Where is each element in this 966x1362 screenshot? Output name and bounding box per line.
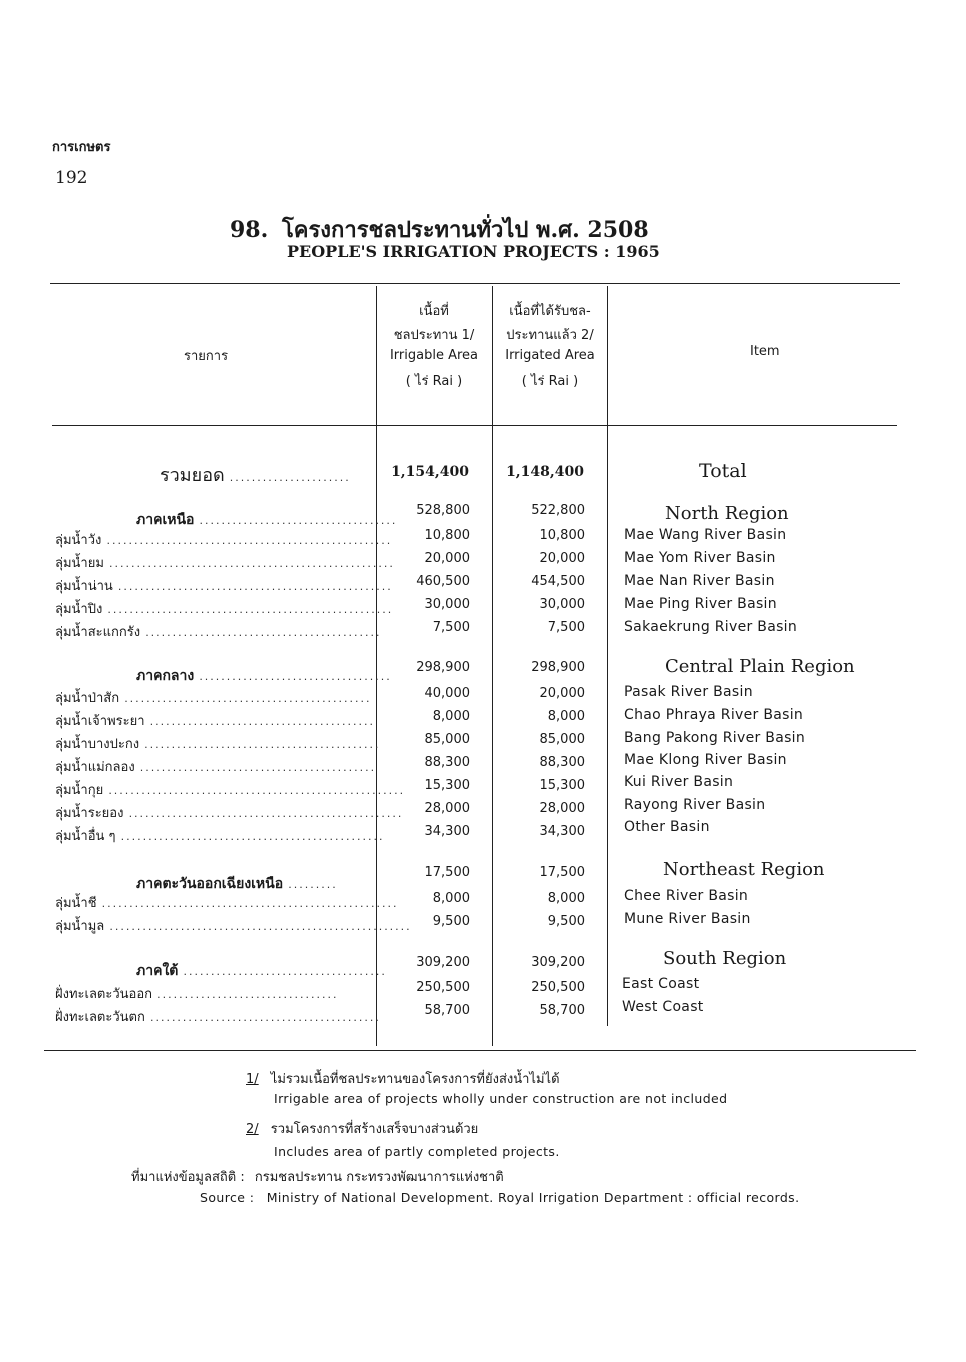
row-thai-label: ลุ่มน้ำชี bbox=[55, 896, 97, 911]
source-english-text: Ministry of National Development. Royal Irrigation Department : official records. bbox=[266, 1190, 800, 1205]
region-south-english: South Region bbox=[663, 948, 787, 969]
table-row: ลุ่มน้ำป่าสัก ............................................. bbox=[55, 691, 372, 706]
row-thai-label: ลุ่มน้ำน่าน bbox=[55, 579, 113, 594]
source-english-label: Source : bbox=[200, 1190, 255, 1205]
table-row: ลุ่มน้ำกุย ...................................................... bbox=[55, 783, 406, 798]
row-irrigable: 15,300 bbox=[424, 778, 470, 793]
table-row: ลุ่มน้ำระยอง .................................................. bbox=[55, 806, 404, 821]
row-irrigated: 20,000 bbox=[539, 551, 585, 566]
row-irrigated: 9,500 bbox=[547, 914, 585, 929]
total-label-thai: รวมยอด ...................... bbox=[160, 465, 351, 486]
total-label-english: Total bbox=[699, 460, 747, 482]
footnote-2-thai bbox=[246, 1118, 478, 1139]
row-english-label: Pasak River Basin bbox=[624, 684, 753, 700]
region-south-thai-text: ภาคใต้ bbox=[136, 963, 179, 979]
column-divider-3 bbox=[607, 286, 608, 1026]
row-irrigable: 28,000 bbox=[424, 801, 470, 816]
region-northeast-english: Northeast Region bbox=[663, 859, 825, 880]
region-central-english: Central Plain Region bbox=[665, 656, 855, 677]
header-bottom-rule bbox=[52, 425, 897, 426]
region-central-irrigated: 298,900 bbox=[531, 660, 585, 675]
footnote-1-thai bbox=[246, 1068, 560, 1089]
row-english-label: Rayong River Basin bbox=[624, 797, 766, 813]
row-irrigable: 8,000 bbox=[432, 891, 470, 906]
row-english-label: East Coast bbox=[622, 976, 700, 992]
row-english-label: Mune River Basin bbox=[624, 911, 751, 927]
table-row: ลุ่มน้ำยม .................................................... bbox=[55, 556, 395, 571]
region-north-english: North Region bbox=[665, 503, 789, 524]
row-irrigated: 30,000 bbox=[539, 597, 585, 612]
row-english-label: Kui River Basin bbox=[624, 774, 734, 790]
header-irrigable-line2: ชลประทาน 1/ bbox=[393, 328, 475, 343]
row-irrigable: 460,500 bbox=[416, 574, 470, 589]
row-english-label: Bang Pakong River Basin bbox=[624, 730, 806, 746]
row-thai-label: ลุ่มน้ำอื่น ๆ bbox=[55, 829, 116, 844]
row-irrigable: 10,800 bbox=[424, 528, 470, 543]
header-item-thai: รายการ bbox=[184, 349, 229, 364]
row-irrigable: 88,300 bbox=[424, 755, 470, 770]
region-central-irrigable: 298,900 bbox=[416, 660, 470, 675]
table-row: ลุ่มน้ำแม่กลอง ........................................... bbox=[55, 760, 377, 775]
region-northeast-thai: ภาคตะวันออกเฉียงเหนือ ......... bbox=[136, 876, 338, 892]
table-row: ลุ่มน้ำเจ้าพระยา ......................................... bbox=[55, 714, 376, 729]
header-irrigable-line4: ( ไร่ Rai ) bbox=[405, 374, 463, 389]
row-thai-label: ลุ่มน้ำแม่กลอง bbox=[55, 760, 135, 775]
row-english-label: Mae Ping River Basin bbox=[624, 596, 777, 612]
region-northeast-irrigable: 17,500 bbox=[424, 865, 470, 880]
footnote-2-thai-text: รวมโครงการที่สร้างเสร็จบางส่วนด้วย bbox=[270, 1122, 479, 1137]
row-thai-label: ลุ่มน้ำมูล bbox=[55, 919, 105, 934]
table-number: 98. bbox=[230, 217, 269, 243]
row-irrigable: 250,500 bbox=[416, 980, 470, 995]
row-irrigated: 88,300 bbox=[539, 755, 585, 770]
region-south-irrigated: 309,200 bbox=[531, 955, 585, 970]
row-irrigated: 20,000 bbox=[539, 686, 585, 701]
row-english-label: Mae Klong River Basin bbox=[624, 752, 787, 768]
table-bottom-rule bbox=[44, 1050, 916, 1051]
row-irrigated: 7,500 bbox=[547, 620, 585, 635]
row-irrigated: 58,700 bbox=[539, 1003, 585, 1018]
row-irrigated: 34,300 bbox=[539, 824, 585, 839]
header-irrigated-line2: ประทานแล้ว 2/ bbox=[506, 328, 594, 343]
footnote-1-mark: 1/ bbox=[246, 1072, 259, 1087]
row-thai-label: ลุ่มน้ำกุย bbox=[55, 783, 104, 798]
header-irrigated-line3: Irrigated Area bbox=[505, 348, 595, 363]
row-irrigated: 10,800 bbox=[539, 528, 585, 543]
row-thai-label: ลุ่มน้ำระยอง bbox=[55, 806, 124, 821]
table-top-rule bbox=[50, 283, 900, 284]
row-irrigable: 8,000 bbox=[432, 709, 470, 724]
footnote-1-english: Irrigable area of projects wholly under construction are not included bbox=[274, 1091, 728, 1106]
total-thai-text: รวมยอด bbox=[160, 465, 225, 486]
row-irrigated: 8,000 bbox=[547, 709, 585, 724]
row-irrigated: 85,000 bbox=[539, 732, 585, 747]
row-english-label: Other Basin bbox=[624, 819, 710, 835]
row-irrigated: 15,300 bbox=[539, 778, 585, 793]
region-northeast-irrigated: 17,500 bbox=[539, 865, 585, 880]
region-north-irrigated: 522,800 bbox=[531, 503, 585, 518]
row-english-label: Chee River Basin bbox=[624, 888, 749, 904]
row-english-label: Mae Yom River Basin bbox=[624, 550, 776, 566]
footnote-2-english: Includes area of partly completed projects. bbox=[274, 1144, 560, 1159]
table-row: ลุ่มน้ำบางปะกง ........................................... bbox=[55, 737, 381, 752]
row-irrigated: 250,500 bbox=[531, 980, 585, 995]
footnote-2-mark: 2/ bbox=[246, 1122, 259, 1137]
header-irrigated-line1: เนื้อที่ได้รับชล- bbox=[509, 304, 591, 319]
row-thai-label: ลุ่มน้ำยม bbox=[55, 556, 104, 571]
table-row: ฝั่งทะเลตะวันออก ................................. bbox=[55, 987, 339, 1002]
header-item-english: Item bbox=[750, 344, 780, 359]
region-north-irrigable: 528,800 bbox=[416, 503, 470, 518]
total-irrigable: 1,154,400 bbox=[391, 464, 469, 480]
table-row: ลุ่มน้ำชี ...................................................... bbox=[55, 896, 399, 911]
region-northeast-thai-text: ภาคตะวันออกเฉียงเหนือ bbox=[136, 876, 284, 892]
region-north-thai-text: ภาคเหนือ bbox=[136, 512, 195, 528]
row-english-label: Mae Wang River Basin bbox=[624, 527, 787, 543]
table-row: ฝั่งทะเลตะวันตก .......................................... bbox=[55, 1010, 381, 1025]
footnote-1-thai-text: ไม่รวมเนื้อที่ชลประทานของโครงการที่ยังส่งน้ำไม่ได้ bbox=[270, 1072, 560, 1087]
row-irrigated: 454,500 bbox=[531, 574, 585, 589]
region-south-thai: ภาคใต้ ..................................... bbox=[136, 963, 387, 979]
row-irrigable: 7,500 bbox=[432, 620, 470, 635]
row-thai-label: ลุ่มน้ำปิง bbox=[55, 602, 103, 617]
header-irrigable-line1: เนื้อที่ bbox=[419, 304, 449, 319]
table-row: ลุ่มน้ำวัง .................................................... bbox=[55, 533, 393, 548]
row-irrigated: 28,000 bbox=[539, 801, 585, 816]
table-title-english: PEOPLE'S IRRIGATION PROJECTS : 1965 bbox=[287, 242, 660, 261]
source-thai-label: ที่มาแห่งข้อมูลสถิติ : bbox=[131, 1170, 245, 1185]
page-number: 192 bbox=[55, 168, 88, 188]
region-central-thai: ภาคกลาง ................................... bbox=[136, 668, 392, 684]
table-row: ลุ่มน้ำปิง .................................................... bbox=[55, 602, 394, 617]
row-thai-label: ลุ่มน้ำสะแกกรัง bbox=[55, 625, 141, 640]
row-thai-label: ลุ่มน้ำเจ้าพระยา bbox=[55, 714, 145, 729]
row-english-label: Chao Phraya River Basin bbox=[624, 707, 804, 723]
row-thai-label: ฝั่งทะเลตะวันตก bbox=[55, 1010, 145, 1025]
table-row: ลุ่มน้ำน่าน .................................................. bbox=[55, 579, 393, 594]
row-irrigable: 34,300 bbox=[424, 824, 470, 839]
section-label: การเกษตร bbox=[52, 140, 111, 155]
row-english-label: Sakaekrung River Basin bbox=[624, 619, 798, 635]
row-irrigable: 30,000 bbox=[424, 597, 470, 612]
row-thai-label: ลุ่มน้ำป่าสัก bbox=[55, 691, 120, 706]
row-thai-label: ฝั่งทะเลตะวันออก bbox=[55, 987, 153, 1002]
source-thai bbox=[131, 1166, 504, 1187]
row-thai-label: ลุ่มน้ำบางปะกง bbox=[55, 737, 140, 752]
table-row: ลุ่มน้ำมูล ....................................................... bbox=[55, 919, 412, 934]
row-english-label: Mae Nan River Basin bbox=[624, 573, 775, 589]
source-english bbox=[200, 1190, 799, 1205]
title-thai-text: โครงการชลประทานทั่วไป พ.ศ. 2508 bbox=[281, 217, 649, 243]
total-irrigated: 1,148,400 bbox=[506, 464, 584, 480]
row-irrigable: 40,000 bbox=[424, 686, 470, 701]
source-thai-text: กรมชลประทาน กระทรวงพัฒนาการแห่งชาติ bbox=[254, 1170, 504, 1185]
row-irrigable: 20,000 bbox=[424, 551, 470, 566]
row-irrigated: 8,000 bbox=[547, 891, 585, 906]
region-south-irrigable: 309,200 bbox=[416, 955, 470, 970]
table-row: ลุ่มน้ำอื่น ๆ ................................................ bbox=[55, 829, 385, 844]
region-central-thai-text: ภาคกลาง bbox=[136, 668, 195, 684]
row-thai-label: ลุ่มน้ำวัง bbox=[55, 533, 102, 548]
row-irrigable: 85,000 bbox=[424, 732, 470, 747]
row-irrigable: 58,700 bbox=[424, 1003, 470, 1018]
header-irrigable bbox=[378, 300, 490, 391]
row-english-label: West Coast bbox=[622, 999, 704, 1015]
table-row: ลุ่มน้ำสะแกกรัง ........................................... bbox=[55, 625, 382, 640]
header-irrigated-line4: ( ไร่ Rai ) bbox=[521, 374, 579, 389]
region-north-thai: ภาคเหนือ .................................... bbox=[136, 512, 398, 528]
row-irrigable: 9,500 bbox=[432, 914, 470, 929]
header-irrigated bbox=[494, 300, 606, 391]
header-irrigable-line3: Irrigable Area bbox=[389, 348, 479, 363]
